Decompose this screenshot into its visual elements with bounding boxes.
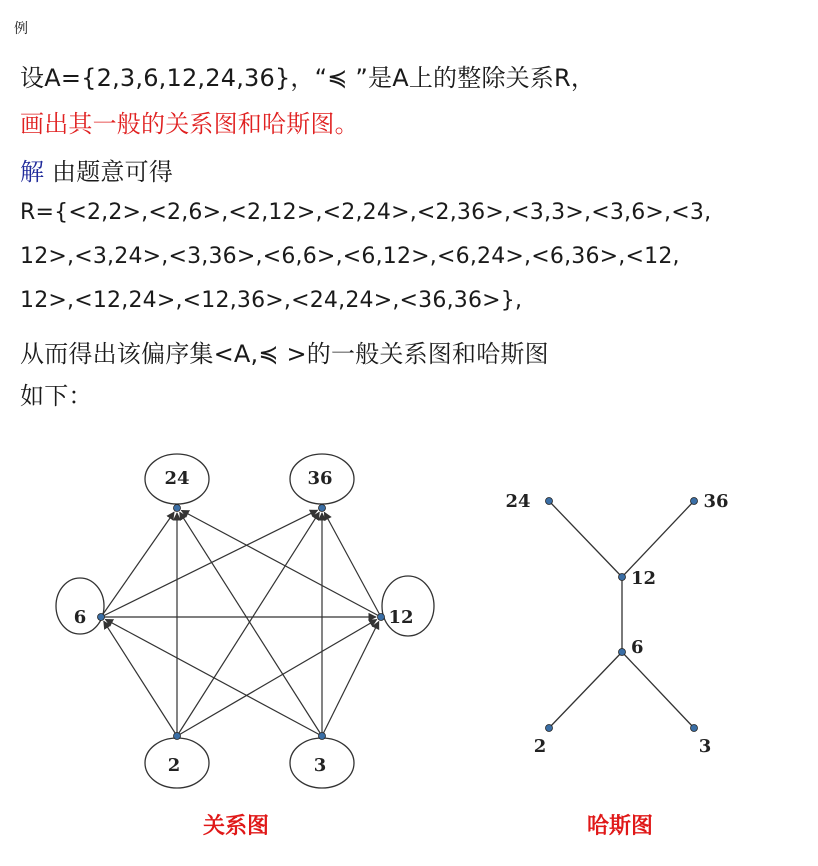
edge-2-12 xyxy=(177,620,377,736)
node-24 xyxy=(174,505,181,512)
node-6 xyxy=(98,614,105,621)
edge-3-24 xyxy=(180,512,322,736)
hasse-node-3 xyxy=(691,725,698,732)
edge-3-12 xyxy=(322,621,379,736)
node-label-24: 24 xyxy=(164,468,190,489)
hasse-edge-6-3 xyxy=(622,652,694,728)
node-2 xyxy=(174,733,181,740)
node-label-3: 3 xyxy=(313,755,327,776)
node-label-36: 36 xyxy=(307,468,333,489)
relation-graph xyxy=(56,454,434,788)
hasse-node-label-24: 24 xyxy=(505,491,531,512)
edge-6-36 xyxy=(101,510,318,617)
edge-3-6 xyxy=(105,619,322,736)
relation-graph-caption: 关系图 xyxy=(202,814,270,839)
hasse-node-12 xyxy=(619,574,626,581)
problem-line-2: 画出其一般的关系图和哈斯图。 xyxy=(20,110,359,138)
hasse-node-24 xyxy=(546,498,553,505)
hasse-node-36 xyxy=(691,498,698,505)
hasse-node-2 xyxy=(546,725,553,732)
example-label: 例 xyxy=(14,21,28,37)
hasse-diagram xyxy=(505,491,728,757)
solution-prefix: 解 xyxy=(20,158,45,186)
hasse-diagram-caption: 哈斯图 xyxy=(586,814,654,839)
node-3 xyxy=(319,733,326,740)
hasse-node-label-3: 3 xyxy=(698,736,712,757)
relation-line-3: 12>,<12,24>,<12,36>,<24,24>,<36,36>}, xyxy=(20,288,523,313)
node-36 xyxy=(319,505,326,512)
edge-6-24 xyxy=(101,512,174,617)
node-label-6: 6 xyxy=(73,607,87,628)
hasse-node-label-36: 36 xyxy=(703,491,729,512)
solution-intro-text: 由题意可得 xyxy=(44,158,174,186)
problem-line-1: 设A={2,3,6,12,24,36}，“≼ ”是A上的整除关系R， xyxy=(20,64,596,92)
hasse-edge-6-2 xyxy=(549,652,622,728)
node-label-12: 12 xyxy=(388,607,414,628)
hasse-node-label-2: 2 xyxy=(533,736,547,757)
conclusion-line-2: 如下： xyxy=(20,382,93,410)
edge-12-24 xyxy=(181,510,381,617)
hasse-edge-24-12 xyxy=(549,501,622,577)
conclusion-line-1: 从而得出该偏序集<A,≼ >的一般关系图和哈斯图 xyxy=(20,340,549,368)
relation-line-2: 12>,<3,24>,<3,36>,<6,6>,<6,12>,<6,24>,<6,36>,<12, xyxy=(20,244,680,269)
hasse-edge-36-12 xyxy=(622,501,694,577)
node-label-2: 2 xyxy=(167,755,181,776)
node-12 xyxy=(378,614,385,621)
hasse-node-6 xyxy=(619,649,626,656)
hasse-node-label-12: 12 xyxy=(631,568,657,589)
hasse-node-label-6: 6 xyxy=(631,637,644,658)
relation-line-1: R={<2,2>,<2,6>,<2,12>,<2,24>,<2,36>,<3,3>,<3,6>,<3, xyxy=(20,200,712,225)
